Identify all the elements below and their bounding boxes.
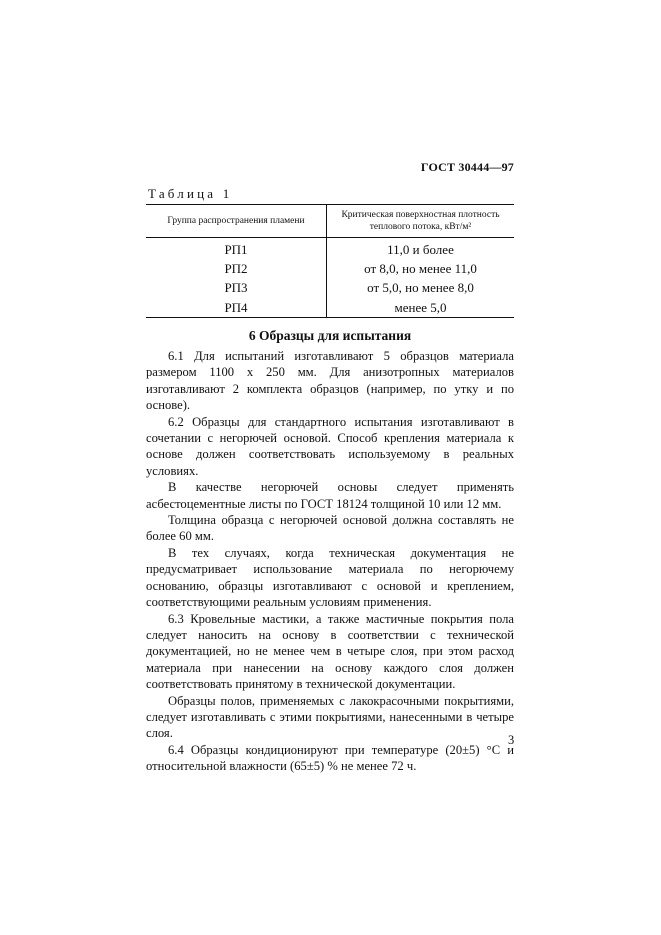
table-cell-flux: 11,0 и более [387, 242, 454, 257]
table-header-row [146, 205, 514, 238]
paragraph-6-3: 6.3 Кровельные мастики, а также мастичные покрытия пола следует наносить на основу в соответствии с технической документацией, но не менее чем в четыре слоя, при этом расход материала при нанесении на основу каждого слоя должен соответствовать принятому в технической документации. [146, 611, 514, 692]
table-cell-group: РП4 [146, 297, 327, 318]
table-header-group: Группа распространения пламени [146, 205, 327, 238]
paragraph-floors: Образцы полов, применяемых с лакокрасочными покрытиями, следует изготавливать с этими покрытиями, нанесенными в четыре слоя. [146, 693, 514, 741]
table-row [146, 259, 514, 278]
table-header-flux: Критическая поверхностная плотность теплового потока, кВт/м² [327, 205, 515, 238]
paragraph-6-4: 6.4 Образцы кондиционируют при температуре (20±5) °С и относительной влажности (65±5) % не менее 72 ч. [146, 742, 514, 774]
document-code: ГОСТ 30444—97 [420, 160, 514, 174]
paragraph-6-2: 6.2 Образцы для стандартного испытания изготавливают в сочетании с негорючей основой. Способ крепления материала к основе должен соответствовать используемому в реальных условиях. [146, 414, 514, 478]
table-row [146, 297, 514, 318]
table-row [146, 278, 514, 297]
paragraph-documentation: В тех случаях, когда техническая документация не предусматривает использование материала по негорючему основанию, образцы изготавливают с основой и креплением, соответствующими реальным условиям применения. [146, 545, 514, 610]
table-caption: Таблица 1 [148, 186, 233, 201]
section-body [146, 348, 514, 775]
section-title: 6 Образцы для испытания [248, 328, 412, 343]
table-cell-flux: менее 5,0 [327, 297, 515, 318]
table-cell-flux: от 8,0, но менее 11,0 [364, 261, 477, 276]
paragraph-6-1: 6.1 Для испытаний изготавливают 5 образцов материала размером 1100 х 250 мм. Для анизотропных материалов изготавливают 2 комплекта образцов (например, по утку и по основе). [146, 349, 514, 413]
table-cell-group: РП2 [146, 259, 327, 278]
table-cell-group: РП3 [146, 278, 327, 297]
table-row [146, 238, 514, 260]
table-cell-group: РП1 [146, 238, 327, 260]
page-number: 3 [508, 733, 515, 747]
paragraph-base-material: В качестве негорючей основы следует применять асбестоцементные листы по ГОСТ 18124 толщиной 10 или 12 мм. [146, 480, 514, 511]
flame-spread-table [146, 204, 514, 318]
paragraph-thickness: Толщина образца с негорючей основой должна составлять не более 60 мм. [146, 513, 514, 544]
table-cell-flux: от 5,0, но менее 8,0 [367, 280, 474, 295]
